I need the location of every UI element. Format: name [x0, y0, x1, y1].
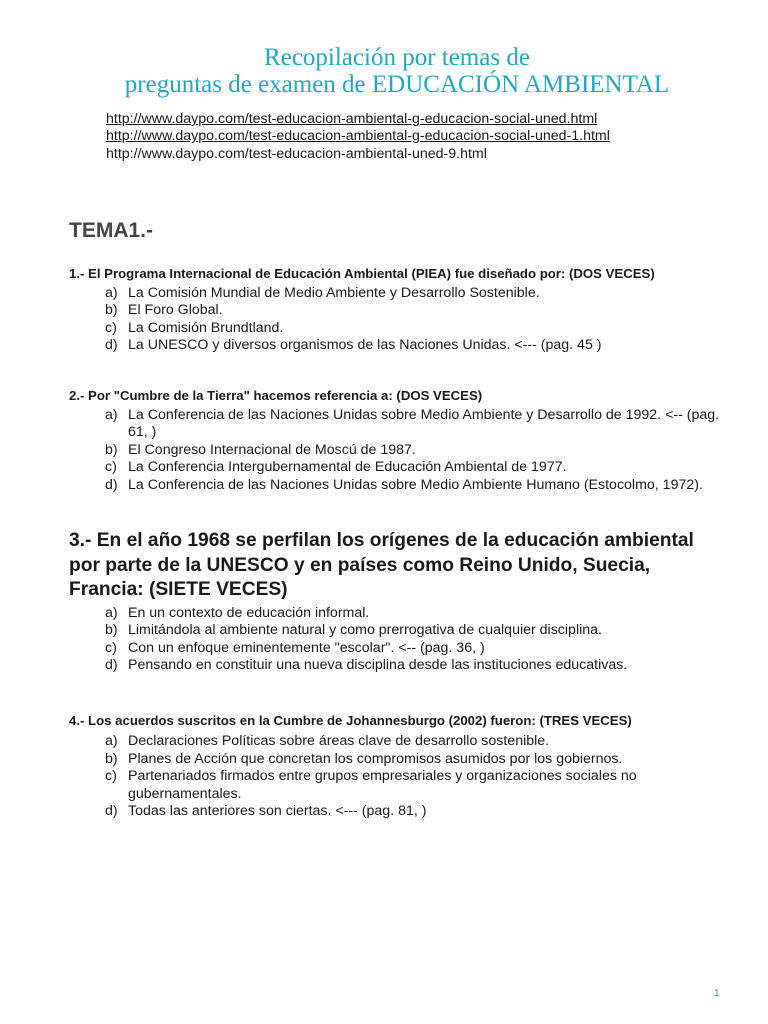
question-2: [69, 387, 729, 494]
option-text: Pensando en constituir una nueva disciplina desde las instituciones educativas.: [128, 657, 628, 673]
section-heading: TEMA1.-: [69, 219, 153, 242]
answer-option: [69, 285, 729, 303]
option-letter: a): [105, 604, 118, 621]
option-text: Declaraciones Políticas sobre áreas clave de desarrollo sostenible.: [128, 733, 550, 749]
option-letter: a): [105, 284, 118, 301]
source-link-1[interactable]: http://www.daypo.com/test-educacion-ambiental-g-educacion-social-uned.html: [106, 111, 598, 127]
document-title-line-1: Recopilación por temas de: [264, 44, 530, 71]
option-text: El Foro Global.: [128, 302, 223, 318]
answer-options: [69, 407, 729, 495]
question-text: 1.- El Programa Internacional de Educación Ambiental (PIEA) fue diseñado por: (DOS VECES): [69, 266, 655, 281]
answer-option: [69, 337, 729, 355]
document-title-line-2: preguntas de examen de EDUCACIÓN AMBIENTAL: [124, 71, 670, 98]
answer-option: [69, 640, 729, 658]
option-letter: c): [105, 319, 117, 336]
source-link-3[interactable]: http://www.daypo.com/test-educacion-ambiental-uned-9.html: [106, 145, 487, 162]
answer-option: [69, 477, 729, 495]
question-text: 3.- En el año 1968 se perfilan los orígenes de la educación ambiental por parte de la UNESCO y en países como Reino Unido, Suecia, Francia: (SIETE VECES): [69, 530, 694, 600]
page-number: 1: [714, 988, 720, 999]
source-links: [106, 111, 666, 163]
answer-option: [69, 407, 729, 442]
answer-option: [69, 768, 729, 803]
source-link-2[interactable]: http://www.daypo.com/test-educacion-ambiental-g-educacion-social-uned-1.html: [106, 128, 610, 145]
option-text: Todas las anteriores son ciertas. <--- (pag. 81, ): [128, 803, 427, 819]
option-text: Partenariados firmados entre grupos empresariales y organizaciones sociales no gubernamentales.: [128, 768, 637, 802]
answer-options: [69, 733, 729, 821]
answer-option: [69, 320, 729, 338]
option-letter: a): [105, 406, 118, 423]
answer-option: [69, 803, 729, 821]
option-letter: b): [105, 302, 118, 318]
answer-option: [69, 733, 729, 751]
option-text: La Comisión Mundial de Medio Ambiente y Desarrollo Sostenible.: [128, 284, 540, 301]
option-letter: c): [105, 768, 117, 784]
answer-option: [69, 622, 729, 640]
option-letter: d): [105, 476, 118, 493]
answer-option: [69, 657, 729, 675]
answer-option: [69, 605, 729, 623]
question-text: 4.- Los acuerdos suscritos en la Cumbre de Johannesburgo (2002) fueron: (TRES VECES): [69, 713, 632, 728]
question-4: [69, 711, 729, 821]
answer-options: [69, 285, 729, 355]
answer-option: [69, 751, 729, 769]
option-text: La Conferencia Intergubernamental de Educación Ambiental de 1977.: [128, 459, 567, 475]
question-1: [69, 265, 729, 355]
option-letter: c): [105, 639, 117, 656]
option-text: Con un enfoque eminentemente "escolar". <-- (pag. 36, ): [128, 639, 485, 656]
answer-option: [69, 442, 729, 460]
answer-option: [69, 302, 729, 320]
option-text: La UNESCO y diversos organismos de las Naciones Unidas. <--- (pag. 45 ): [128, 337, 602, 353]
option-letter: c): [105, 459, 117, 475]
option-text: Planes de Acción que concretan los compromisos asumidos por los gobiernos.: [128, 750, 623, 767]
option-text: En un contexto de educación informal.: [128, 604, 370, 621]
option-letter: d): [105, 803, 118, 819]
option-letter: a): [105, 733, 118, 749]
option-text: La Comisión Brundtland.: [128, 319, 284, 336]
option-letter: d): [105, 337, 118, 353]
answer-option: [69, 459, 729, 477]
option-text: La Conferencia de las Naciones Unidas sobre Medio Ambiente y Desarrollo de 1992. <-- (pag. 61, ): [128, 406, 720, 440]
document-title: [0, 44, 768, 98]
option-letter: d): [105, 657, 118, 673]
answer-options: [69, 605, 729, 675]
option-letter: b): [105, 441, 118, 458]
option-letter: b): [105, 622, 118, 638]
question-3: [69, 529, 729, 675]
option-text: Limitándola al ambiente natural y como prerrogativa de cualquier disciplina.: [128, 622, 602, 638]
option-letter: b): [105, 750, 118, 767]
question-text: 2.- Por "Cumbre de la Tierra" hacemos referencia a: (DOS VECES): [69, 388, 483, 403]
option-text: El Congreso Internacional de Moscú de 1987.: [128, 441, 416, 458]
option-text: La Conferencia de las Naciones Unidas sobre Medio Ambiente Humano (Estocolmo, 1972).: [128, 476, 703, 493]
